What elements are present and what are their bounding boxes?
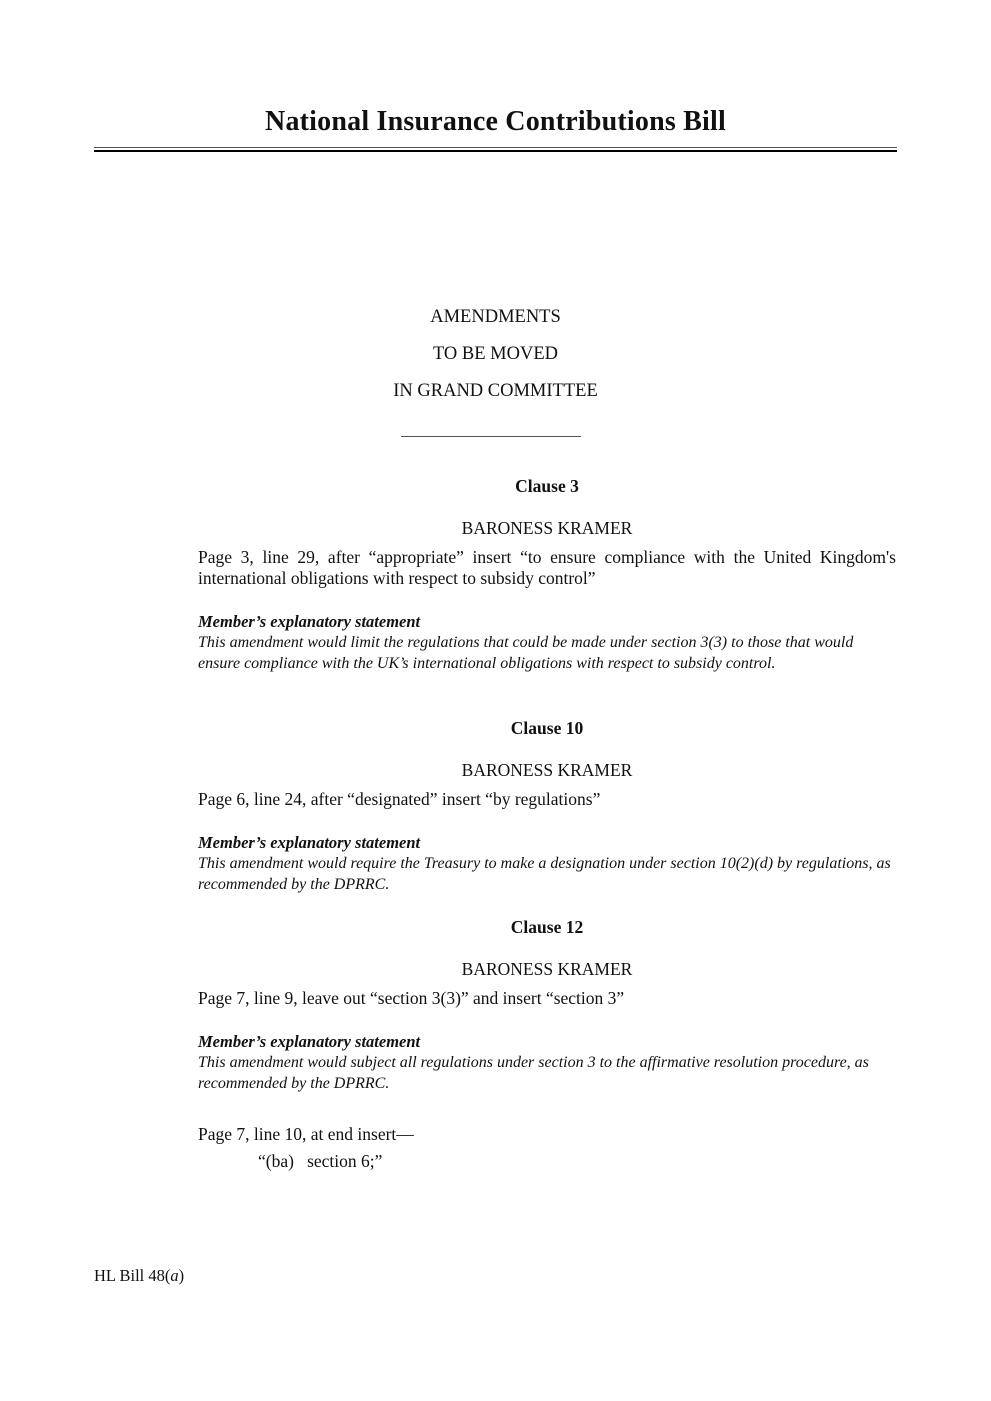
explanatory-text: This amendment would require the Treasury to make a designation under section 10(2)(d) by regulations, as recommended by the DPRRC. bbox=[198, 855, 891, 893]
clause-heading: Clause 12 bbox=[510, 917, 584, 937]
clause-heading: Clause 10 bbox=[510, 718, 584, 738]
explanatory-statement bbox=[198, 1032, 896, 1094]
amendment-text: Page 3, line 29, after “appropriate” insert “to ensure compliance with the United Kingdom's international obligations with respect to subsidy control” bbox=[198, 547, 896, 588]
heading-divider bbox=[401, 436, 581, 437]
bill-ref-prefix: HL Bill 48( bbox=[94, 1266, 171, 1285]
explanatory-title: Member’s explanatory statement bbox=[198, 1032, 421, 1051]
bill-ref-italic: a bbox=[170, 1266, 179, 1285]
explanatory-text: This amendment would limit the regulations that could be made under section 3(3) to those that would ensure compliance with the UK’s international obligations with respect to subsidy control. bbox=[198, 634, 854, 672]
title-rule-thin bbox=[94, 147, 897, 148]
explanatory-title: Member’s explanatory statement bbox=[198, 833, 421, 852]
heading-line: TO BE MOVED bbox=[432, 344, 559, 364]
amendment-text: Page 7, line 10, at end insert— bbox=[198, 1124, 414, 1144]
bill-ref-suffix: ) bbox=[178, 1266, 185, 1285]
title-rule-thick bbox=[94, 150, 897, 152]
heading-line: AMENDMENTS bbox=[430, 307, 561, 327]
explanatory-title: Member’s explanatory statement bbox=[198, 612, 421, 631]
member-name: BARONESS KRAMER bbox=[461, 760, 633, 780]
bill-reference bbox=[94, 1266, 184, 1286]
explanatory-text: This amendment would subject all regulations under section 3 to the affirmative resolution procedure, as recommended by the DPRRC. bbox=[198, 1054, 869, 1092]
explanatory-statement bbox=[198, 612, 896, 674]
inserted-text: “(ba) section 6;” bbox=[258, 1151, 383, 1171]
document-title: National Insurance Contributions Bill bbox=[265, 106, 726, 137]
amendment-text: Page 7, line 9, leave out “section 3(3)” and insert “section 3” bbox=[198, 988, 625, 1008]
heading-line: IN GRAND COMMITTEE bbox=[393, 381, 598, 401]
member-name: BARONESS KRAMER bbox=[461, 518, 633, 538]
clause-heading: Clause 3 bbox=[515, 476, 579, 496]
explanatory-statement bbox=[198, 833, 896, 895]
amendments-heading bbox=[94, 304, 897, 415]
amendment-text: Page 6, line 24, after “designated” insert “by regulations” bbox=[198, 789, 601, 809]
member-name: BARONESS KRAMER bbox=[461, 959, 633, 979]
